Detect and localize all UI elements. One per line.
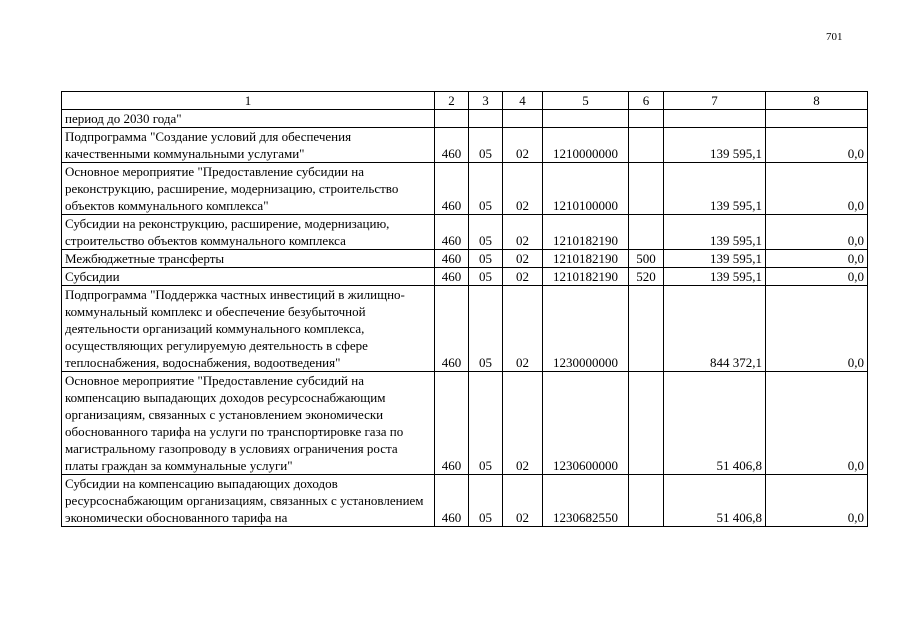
cell-col2 xyxy=(435,110,469,128)
header-cell: 8 xyxy=(766,92,868,110)
cell-col5: 1230600000 xyxy=(543,372,629,475)
cell-col6 xyxy=(629,215,664,250)
cell-col5: 1230682550 xyxy=(543,475,629,527)
cell-col3: 05 xyxy=(469,163,503,215)
cell-col5: 1210182190 xyxy=(543,250,629,268)
row-name: Субсидии на реконструкцию, расширение, модернизацию, строительство объектов коммунального комплекса xyxy=(62,215,435,250)
cell-col3 xyxy=(469,110,503,128)
cell-col7: 139 595,1 xyxy=(664,250,766,268)
header-cell: 1 xyxy=(62,92,435,110)
cell-col3: 05 xyxy=(469,286,503,372)
cell-col2: 460 xyxy=(435,286,469,372)
cell-col4: 02 xyxy=(503,215,543,250)
row-name: Межбюджетные трансферты xyxy=(62,250,435,268)
row-name: Подпрограмма "Создание условий для обеспечения качественными коммунальными услугами" xyxy=(62,128,435,163)
cell-col3: 05 xyxy=(469,128,503,163)
cell-col5: 1210182190 xyxy=(543,268,629,286)
cell-col8: 0,0 xyxy=(766,475,868,527)
cell-col6 xyxy=(629,110,664,128)
cell-col4: 02 xyxy=(503,163,543,215)
table-row xyxy=(62,250,868,268)
cell-col7: 139 595,1 xyxy=(664,163,766,215)
cell-col8: 0,0 xyxy=(766,372,868,475)
cell-col2: 460 xyxy=(435,128,469,163)
row-name: Субсидии на компенсацию выпадающих доходов ресурсоснабжающим организациям, связанных с установлением экономически обоснованного тарифа на xyxy=(62,475,435,527)
cell-col3: 05 xyxy=(469,475,503,527)
header-cell: 2 xyxy=(435,92,469,110)
cell-col7: 844 372,1 xyxy=(664,286,766,372)
cell-col2: 460 xyxy=(435,268,469,286)
table-row xyxy=(62,128,868,163)
row-name: Основное мероприятие "Предоставление субсидий на компенсацию выпадающих доходов ресурсоснабжающим организациям, связанных с установлением экономически обоснованного тарифа на услуги по транспортировке газа по магистральному газопроводу в условиях ограничения роста платы граждан за коммунальные услуги" xyxy=(62,372,435,475)
table-row xyxy=(62,110,868,128)
cell-col8 xyxy=(766,110,868,128)
cell-col5: 1210182190 xyxy=(543,215,629,250)
cell-col5: 1230000000 xyxy=(543,286,629,372)
cell-col6 xyxy=(629,128,664,163)
cell-col5 xyxy=(543,110,629,128)
row-name: период до 2030 года" xyxy=(62,110,435,128)
cell-col2: 460 xyxy=(435,250,469,268)
table-row xyxy=(62,215,868,250)
cell-col7: 139 595,1 xyxy=(664,128,766,163)
table-row xyxy=(62,268,868,286)
header-cell: 5 xyxy=(543,92,629,110)
cell-col8: 0,0 xyxy=(766,215,868,250)
cell-col7: 51 406,8 xyxy=(664,372,766,475)
header-cell: 7 xyxy=(664,92,766,110)
table-row xyxy=(62,163,868,215)
cell-col4: 02 xyxy=(503,128,543,163)
cell-col2: 460 xyxy=(435,163,469,215)
cell-col6 xyxy=(629,475,664,527)
cell-col3: 05 xyxy=(469,250,503,268)
cell-col4: 02 xyxy=(503,286,543,372)
cell-col4: 02 xyxy=(503,372,543,475)
row-name: Субсидии xyxy=(62,268,435,286)
header-cell: 4 xyxy=(503,92,543,110)
cell-col7 xyxy=(664,110,766,128)
table-row xyxy=(62,372,868,475)
cell-col8: 0,0 xyxy=(766,250,868,268)
cell-col8: 0,0 xyxy=(766,268,868,286)
cell-col5: 1210100000 xyxy=(543,163,629,215)
row-name: Подпрограмма "Поддержка частных инвестиций в жилищно-коммунальный комплекс и обеспечение безубыточной деятельности организаций коммунального комплекса, осуществляющих регулируемую деятельность в сфере теплоснабжения, водоснабжения, водоотведения" xyxy=(62,286,435,372)
cell-col7: 139 595,1 xyxy=(664,268,766,286)
cell-col8: 0,0 xyxy=(766,163,868,215)
page-number: 701 xyxy=(826,31,843,43)
header-cell: 3 xyxy=(469,92,503,110)
cell-col5: 1210000000 xyxy=(543,128,629,163)
cell-col6: 520 xyxy=(629,268,664,286)
cell-col2: 460 xyxy=(435,215,469,250)
table-header-row xyxy=(62,92,868,110)
cell-col4: 02 xyxy=(503,250,543,268)
table-row xyxy=(62,475,868,527)
cell-col6 xyxy=(629,163,664,215)
cell-col7: 51 406,8 xyxy=(664,475,766,527)
cell-col7: 139 595,1 xyxy=(664,215,766,250)
row-name: Основное мероприятие "Предоставление субсидии на реконструкцию, расширение, модернизацию, строительство объектов коммунального комплекса" xyxy=(62,163,435,215)
cell-col6 xyxy=(629,372,664,475)
cell-col6: 500 xyxy=(629,250,664,268)
cell-col3: 05 xyxy=(469,268,503,286)
cell-col2: 460 xyxy=(435,475,469,527)
header-cell: 6 xyxy=(629,92,664,110)
cell-col8: 0,0 xyxy=(766,286,868,372)
cell-col8: 0,0 xyxy=(766,128,868,163)
cell-col4: 02 xyxy=(503,268,543,286)
budget-table xyxy=(61,91,868,527)
cell-col6 xyxy=(629,286,664,372)
cell-col4: 02 xyxy=(503,475,543,527)
cell-col3: 05 xyxy=(469,372,503,475)
cell-col4 xyxy=(503,110,543,128)
cell-col2: 460 xyxy=(435,372,469,475)
table-row xyxy=(62,286,868,372)
cell-col3: 05 xyxy=(469,215,503,250)
